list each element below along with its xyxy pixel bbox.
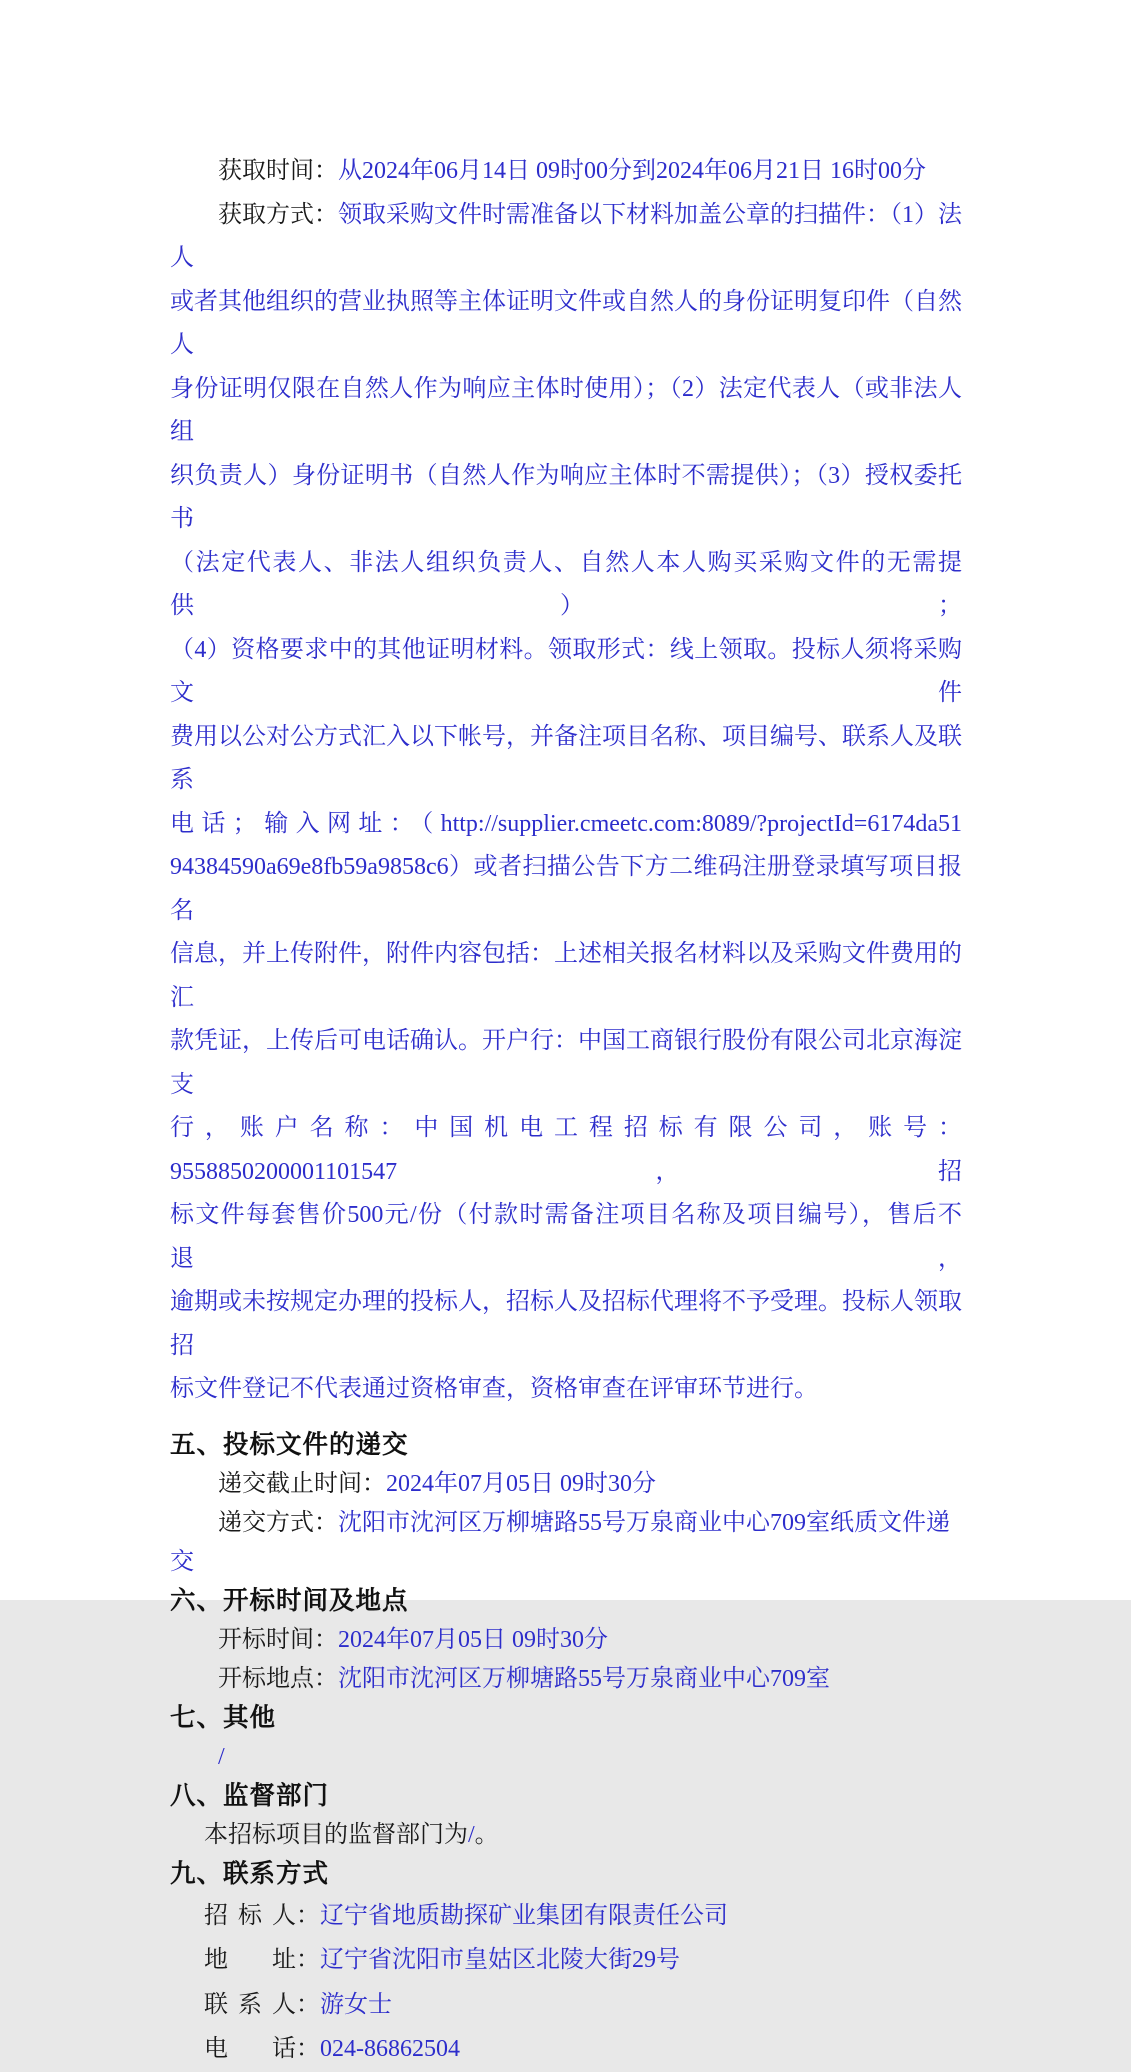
paragraph-line: 款凭证，上传后可电话确认。开户行：中国工商银行股份有限公司北京海淀支	[170, 1028, 962, 1098]
contact-person-label: 联系人	[204, 1991, 296, 2018]
acquire-time-value: 从2024年06月14日 09时00分到2024年06月21日 16时00分	[338, 158, 926, 184]
submit-deadline-value: 2024年07月05日 09时30分	[386, 1470, 656, 1497]
section-heading-eight: 八、监督部门	[170, 1781, 330, 1810]
section-heading-six: 六、开标时间及地点	[170, 1586, 409, 1615]
contact-tenderer-line	[170, 1894, 962, 1939]
contact-person-colon: ：	[296, 1991, 320, 2018]
opening-place-line	[170, 1660, 962, 1699]
paragraph-line: 标文件每套售价500元/份（付款时需备注项目名称及项目编号），售后不退，	[170, 1202, 962, 1272]
paragraph-line: 或者其他组织的营业执照等主体证明文件或自然人的身份证明复印件（自然人	[170, 288, 962, 358]
submit-deadline-line	[170, 1465, 962, 1504]
acquire-method-paragraph	[170, 194, 962, 1412]
supervision-line	[170, 1816, 962, 1855]
paragraph-line	[170, 194, 962, 281]
paragraph-line: 标文件登记不代表通过资格审查，资格审查在评审环节进行。	[170, 1376, 818, 1402]
contact-phone-line	[170, 2027, 962, 2072]
acquire-time-line	[170, 150, 962, 194]
paragraph-line: （4）资格要求中的其他证明材料。领取形式：线上领取。投标人须将采购文件	[170, 636, 962, 706]
paragraph-line: 信息，并上传附件，附件内容包括：上述相关报名材料以及采购文件费用的汇	[170, 941, 962, 1011]
section-heading-seven: 七、其他	[170, 1703, 277, 1732]
contact-address-value: 辽宁省沈阳市皇姑区北陵大街29号	[320, 1947, 680, 1973]
contact-address-label: 地址	[204, 1947, 296, 1973]
opening-time-value: 2024年07月05日 09时30分	[338, 1626, 608, 1653]
contact-phone-colon: ：	[296, 2036, 320, 2062]
paragraph-line: 织负责人）身份证明书（自然人作为响应主体时不需提供）；（3）授权委托书	[170, 462, 962, 532]
contact-address-line	[170, 1938, 962, 1983]
contact-address-colon: ：	[296, 1947, 320, 1973]
submit-method-value: 沈阳市沈河区万柳塘路55号万泉商业中心709室纸质文件递交	[170, 1509, 950, 1575]
paragraph-line: 费用以公对公方式汇入以下帐号，并备注项目名称、项目编号、联系人及联系	[170, 723, 962, 793]
opening-time-label: 开标时间：	[218, 1626, 338, 1653]
contact-person-line	[170, 1983, 962, 2028]
paragraph-line: 电话；输入网址：（http://supplier.cmeetc.com:8089/?projectId=6174da51	[170, 810, 962, 837]
contact-tenderer-label: 招标人	[204, 1902, 296, 1929]
section-heading-nine: 九、联系方式	[170, 1859, 330, 1888]
document-content	[170, 150, 962, 2072]
contact-person-value: 游女士	[320, 1991, 392, 2018]
acquire-method-value: 领取采购文件时需准备以下材料加盖公章的扫描件：（1）法人	[170, 201, 962, 271]
supervision-slash: /	[468, 1821, 475, 1848]
opening-place-value: 沈阳市沈河区万柳塘路55号万泉商业中心709室	[338, 1665, 830, 1692]
opening-time-line	[170, 1621, 962, 1660]
other-value: /	[218, 1743, 225, 1770]
opening-place-label: 开标地点：	[218, 1665, 338, 1692]
contact-tenderer-colon: ：	[296, 1902, 320, 1929]
paragraph-line: （法定代表人、非法人组织负责人、自然人本人购买采购文件的无需提供）；	[170, 549, 962, 619]
contact-phone-value: 024-86862504	[320, 2036, 460, 2062]
supervision-text-after: 。	[474, 1821, 499, 1848]
supervision-text-before: 本招标项目的监督部门为	[204, 1821, 468, 1848]
submit-deadline-label: 递交截止时间：	[218, 1470, 386, 1497]
paragraph-line: 94384590a69e8fb59a9858c6）或者扫描公告下方二维码注册登录填写项目报名	[170, 854, 962, 924]
submit-method-line	[170, 1504, 962, 1582]
section-heading-five: 五、投标文件的递交	[170, 1430, 409, 1459]
paragraph-line: 逾期或未按规定办理的投标人，招标人及招标代理将不予受理。投标人领取招	[170, 1289, 962, 1359]
submit-method-label: 递交方式：	[218, 1509, 338, 1536]
contact-phone-label: 电话	[204, 2036, 296, 2062]
paragraph-line: 行，账户名称：中国机电工程招标有限公司，账号：9558850200001101547，招	[170, 1115, 962, 1185]
contact-tenderer-value: 辽宁省地质勘探矿业集团有限责任公司	[320, 1902, 728, 1929]
paragraph-line: 身份证明仅限在自然人作为响应主体时使用）；（2）法定代表人（或非法人组	[170, 375, 962, 445]
acquire-method-label: 获取方式：	[218, 201, 338, 228]
acquire-time-label: 获取时间：	[218, 158, 338, 184]
